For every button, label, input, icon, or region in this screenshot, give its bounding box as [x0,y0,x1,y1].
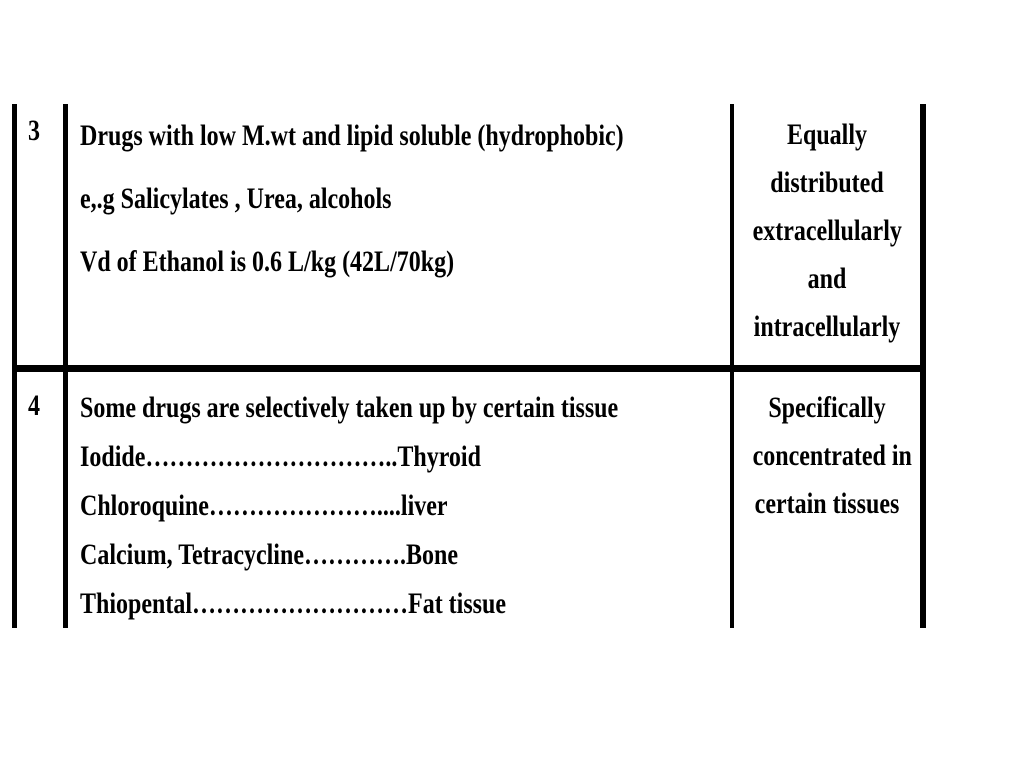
row-divider [12,365,926,372]
row-4-distribution-line: Specifically [768,391,886,424]
row-4-line-2: Iodide…………………………..Thyroid [80,440,481,473]
row-4-line-3: Chloroquine…………………....liver [80,489,448,522]
row-4-distribution [734,384,920,528]
row-3-line-3: Vd of Ethanol is 0.6 L/kg (42L/70kg) [80,245,455,278]
row-3-distribution-line: extracellularly [752,214,902,247]
row-4-distribution-line: concentrated in [752,439,912,472]
row-3-distribution-line: intracellularly [753,310,901,343]
row-3-line-2: e,.g Salicylates , Urea, alcohols [80,182,392,215]
row-3-distribution [734,111,920,351]
row-3-line-1: Drugs with low M.wt and lipid soluble (hydrophobic) [80,119,624,152]
row-4-distribution-line: certain tissues [754,487,900,520]
distribution-table [12,104,928,628]
row-3-distribution-line: and [807,262,847,295]
row-3-distribution-line: distributed [770,166,884,199]
row-3-number: 3 [28,114,40,147]
row-4-line-1: Some drugs are selectively taken up by certain tissue [80,391,619,424]
row-3-distribution-line: Equally [786,118,868,151]
row-3-description [80,104,624,293]
row-4-number: 4 [28,389,40,422]
row-4-line-5: Thiopental………………………Fat tissue [80,587,507,620]
row-4-line-4: Calcium, Tetracycline………….Bone [80,538,458,571]
row-4-description [80,383,618,628]
